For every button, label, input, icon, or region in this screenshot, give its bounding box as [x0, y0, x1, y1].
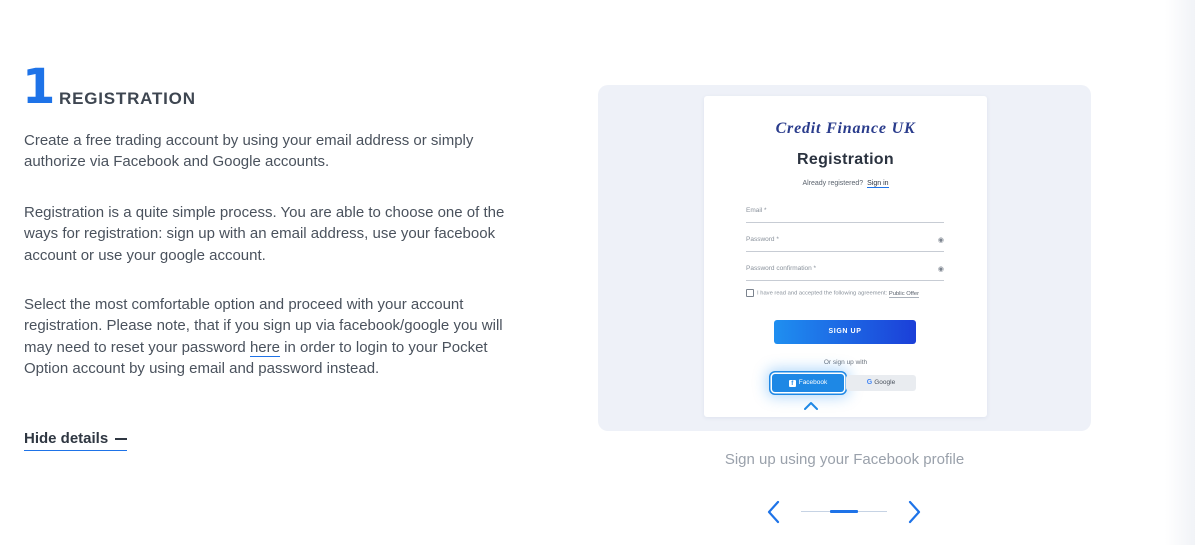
slide-caption: Sign up using your Facebook profile: [724, 451, 965, 468]
public-offer-link[interactable]: Public Offer: [888, 290, 920, 297]
or-sign-up-with-label: Or sign up with: [823, 359, 868, 366]
password-confirmation-field[interactable]: [746, 263, 944, 281]
sign-up-button[interactable]: SIGN UP: [774, 320, 916, 344]
eye-icon[interactable]: ◉: [937, 237, 944, 244]
facebook-icon: f: [789, 380, 796, 387]
page-scroll-edge: [1165, 0, 1195, 545]
eye-icon[interactable]: ◉: [937, 266, 944, 273]
agreement-checkbox[interactable]: [746, 289, 754, 297]
intro-paragraph: Create a free trading account by using your email address or simply authorize via Facebook and Google accounts.: [24, 132, 474, 171]
note-paragraph: [24, 294, 534, 380]
email-field-label: Email *: [746, 207, 767, 214]
hide-details-label: Hide details: [24, 430, 109, 447]
agreement-text: I have read and accepted the following agreement:: [757, 290, 888, 297]
password-field-label: Password *: [746, 236, 779, 243]
caret-up-icon: [804, 401, 818, 411]
registration-preview: [598, 85, 1091, 431]
facebook-button-label: Facebook: [798, 379, 828, 386]
reset-password-link[interactable]: here: [249, 338, 280, 356]
already-registered-text: Already registered?: [802, 180, 864, 187]
facebook-signup-button[interactable]: [772, 374, 844, 392]
google-button-label: Google: [874, 379, 896, 386]
sign-in-link[interactable]: Sign in: [867, 180, 889, 187]
step-number: 1: [22, 59, 54, 115]
form-title: Registration: [797, 151, 894, 168]
minus-icon: [115, 438, 127, 440]
already-registered-line: [704, 180, 987, 187]
step-title: REGISTRATION: [59, 89, 196, 108]
note-text-start: Select the most comfortable option and proceed with your account registration. Please note, that if you sign up via facebook/google you will may need to reset your password: [24, 296, 503, 356]
google-signup-button[interactable]: [846, 375, 916, 391]
chevron-left-icon[interactable]: [763, 499, 785, 525]
email-field[interactable]: [746, 205, 944, 223]
hide-details-toggle[interactable]: [24, 430, 127, 451]
brand-logo: Credit Finance UK: [775, 120, 916, 137]
password-confirmation-label: Password confirmation *: [746, 265, 817, 272]
registration-card: [704, 96, 987, 417]
password-field[interactable]: [746, 234, 944, 252]
carousel-active-indicator[interactable]: [830, 510, 858, 513]
google-icon: G: [866, 379, 873, 386]
chevron-right-icon[interactable]: [903, 499, 925, 525]
process-paragraph: Registration is a quite simple process. You are able to choose one of the ways for registration: sign up with an email address, use your facebook account or use your google account.: [24, 204, 505, 264]
note-text-end: in order to login to your Pocket Option account by using email and password instead.: [24, 338, 488, 378]
agreement-row: [746, 289, 946, 297]
